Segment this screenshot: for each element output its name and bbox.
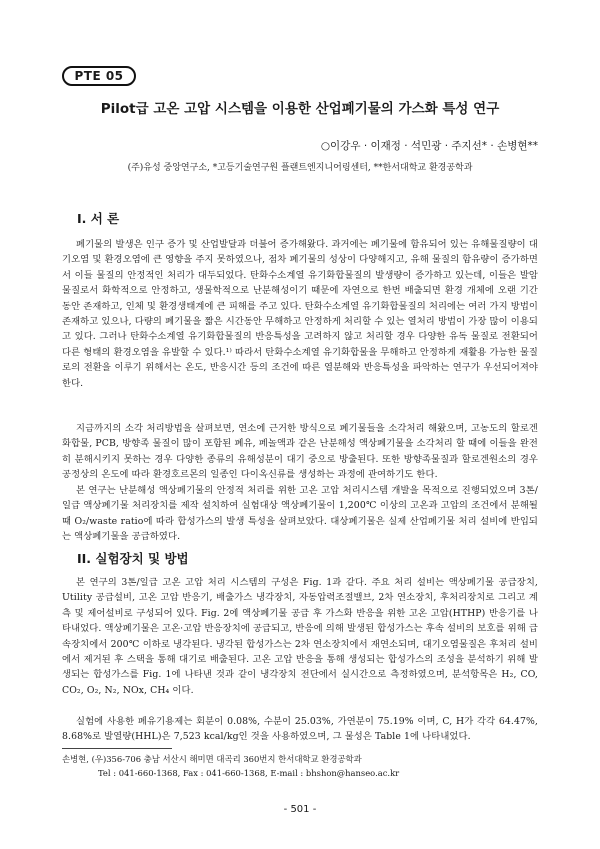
methods-paragraph: 실험에 사용한 폐유기용제는 회분이 0.08%, 수분이 25.03%, 가연분이 75.19% 이며, C, H가 각각 64.47%, 8.68%로 발열량(HHL)은 7,523 kcal/kg인 것을 사용하였으며, 그 물성은 Table 1에 나타내었다. xyxy=(62,716,538,743)
paper-title: Pilot급 고온 고압 시스템을 이용한 산업폐기물의 가스화 특성 연구 xyxy=(100,101,500,117)
footnote-corresponding-author: 손병현, (우)356-706 충남 서산시 해미면 대곡리 360번지 한서대학교 환경공학과 xyxy=(62,754,362,764)
footnote-divider xyxy=(62,748,172,749)
intro-paragraph: 본 연구는 난분해성 액상폐기물의 안정적 처리를 위한 고온 고압 처리시스템 개발을 목적으로 진행되었으며 3톤/일급 액상폐기물 처리장치를 제작 설치하여 실험대상 액상폐기물이 1,200℃ 이상의 고온과 고압의 조건에서 분해될 때 O₂/waste ratio에 따라 합성가스의 발생 특성을 살펴보았다. 대상폐기물은 실제 산업폐기물 처리 설비에 반입되는 액상폐기물을 공급하였다. xyxy=(62,485,538,543)
session-badge: PTE 05 xyxy=(62,66,136,86)
footnote xyxy=(62,752,538,780)
footnote-contact: Tel : 041-660-1368, Fax : 041-660-1368, E-mail : bhshon@hanseo.ac.kr xyxy=(98,768,400,778)
methods-paragraph: 본 연구의 3톤/일급 고온 고압 처리 시스템의 구성은 Fig. 1과 같다. 주요 처리 설비는 액상폐기물 공급장치, Utility 공급설비, 고온 고압 반응기, 배출가스 냉각장치, 자동압력조절밸브, 2차 연소장치, 후처리장치로 그리고 계측 및 제어설비로 구성되어 있다. Fig. 2에 액상폐기물 공급 후 가스화 반응을 위한 고온 고압(HTHP) 반응기를 나타내었다. 액상폐기물은 고온·고압 반응장치에 공급되고, 반응에 의해 발생된 합성가스는 후속 설비의 보호를 위해 급속장치에서 200℃ 이하로 냉각된다. 냉각된 합성가스는 2차 연소장치에서 재연소되며, 대기오염물질은 후처리 설비에서 제거된 후 스택을 통해 대기로 배출된다. 고온 고압 반응을 통해 생성되는 합성가스의 조성을 분석하기 위해 발생되는 합성가스를 Fig. 1에 나타낸 것과 같이 냉각장치 전단에서 실시간으로 측정하였으며, 분석항목은 H₂, CO, CO₂, O₂, N₂, NOx, CH₄ 이다. xyxy=(62,577,538,696)
section-heading-introduction: I. 서 론 xyxy=(77,211,120,226)
page-number: - 501 - xyxy=(283,804,317,815)
intro-paragraph: 폐기물의 발생은 인구 증가 및 산업발달과 더불어 증가해왔다. 과거에는 폐기물에 함유되어 있는 유해물질량이 대기오염 및 환경오염에 큰 영향을 주지 못하였으나, 점차 폐기물의 성상이 다양해지고, 유해 물질의 함유량이 증가하면서 이들 물질의 안정적인 처리가 대두되었다. 탄화수소계열 유기화합물질의 발생량이 증가하고 있는데, 이들은 발암물질로서 화학적으로 안정하고, 생물학적으로 난분해성이기 때문에 자연으로 한번 배출되면 환경 개체에 오랜 기간 동안 존재하고, 인체 및 환경생태계에 큰 피해를 주고 있다. 탄화수소계열 유기화합물질의 처리에는 여러 가지 방법이 존재하고 있으나, 다량의 폐기물을 짧은 시간동안 무해하고 안정하게 처리할 수 있는 열처리 방법이 가장 많이 이용되고 있다. 그러나 탄화수소계열 유기화합물질의 반응특성을 고려하지 않고 처리할 경우 다양한 유독 물질로 전환되어 다른 형태의 환경오염을 유발할 수 있다.¹⁾ 따라서 탄화수소계열 유기화합물을 무해하고 안정하게 재활용 가능한 물질로의 전환을 이루기 위해서는 온도, 반응시간 등의 조건에 따른 열분해와 반응특성을 파악하는 연구가 우선되어져야 한다. xyxy=(62,239,538,389)
affiliations: (주)유성 중앙연구소, *고등기술연구원 플랜트엔지니어링센터, **한서대학교 환경공학과 xyxy=(127,163,473,173)
section-heading-methods: II. 실험장치 및 방법 xyxy=(77,551,189,566)
intro-paragraph: 지금까지의 소각 처리방법을 살펴보면, 연소에 근거한 방식으로 폐기물들을 소각처리 해왔으며, 고농도의 할로겐화합물, PCB, 방향족 물질이 많이 포함된 폐유, 페놀액과 같은 난분해성 액상폐기물을 소각처리 할 때에 이들을 완전히 분해시키지 못하는 경우 다양한 종류의 유해성분이 대기 중으로 방출된다. 또한 방향족물질과 할로겐원소의 경우 공정상의 온도에 따라 환경호르몬의 일종인 다이옥신류를 생성하는 과정에 관여하기도 한다. xyxy=(62,423,538,481)
author-list: ○이강우 · 이재정 · 석민광 · 주지선* · 손병현** xyxy=(320,140,538,152)
